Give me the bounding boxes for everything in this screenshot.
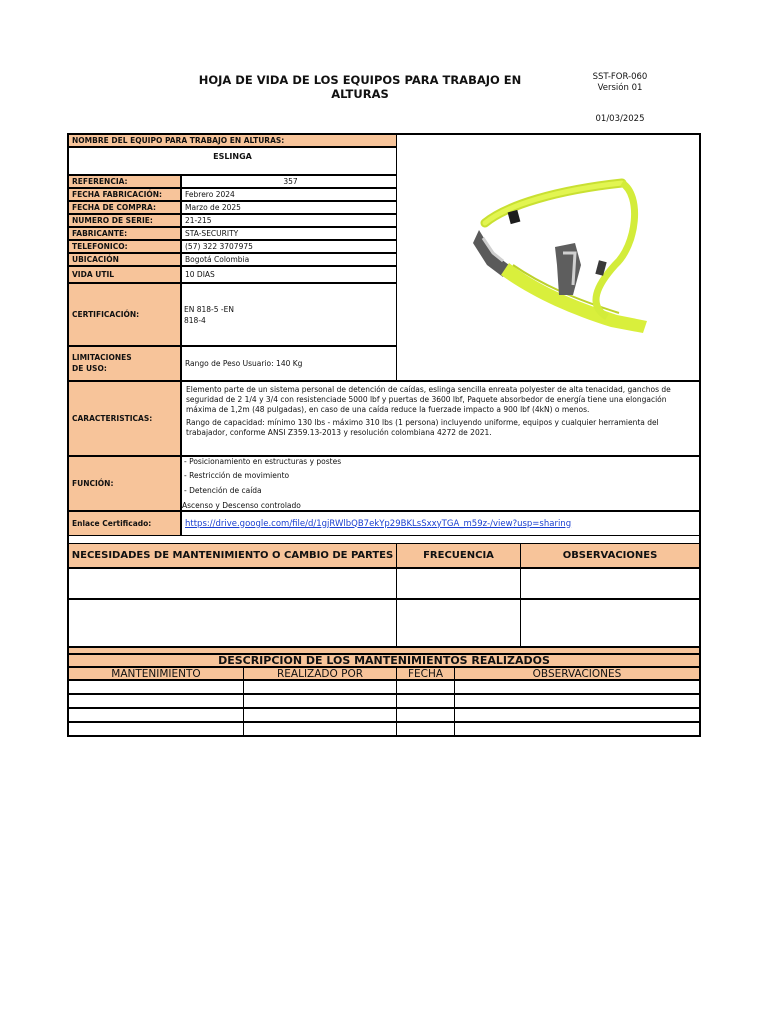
- log-col-fecha: FECHA: [396, 667, 455, 680]
- field-value-numero-serie: 21-215: [181, 214, 397, 227]
- characteristics-paragraph-1: Elemento parte de un sistema personal de detención de caídas, eslinga sencilla enreata polyester de alta tenacidad, ganchos de seguridad de 2 1/4 y 3/4 con resistenciade 5000 lbf y puertas de 3600 lbf, Paquete absorbedor de energía tiene una elongación máxima de 1,2m (48 pulgadas), en caso de una caída reduce la fuerzade impacto a 900 lbf (4kN) o menos.: [186, 385, 671, 414]
- needs-row-2-col2: [396, 599, 521, 647]
- document-code-block: [570, 72, 670, 94]
- field-value-ubicacion: Bogotá Colombia: [181, 253, 397, 266]
- log-cell: [68, 694, 244, 708]
- limitations-label: [68, 346, 181, 381]
- document-code: SST-FOR-060: [592, 72, 648, 82]
- field-value-vida-util: 10 DIAS: [181, 266, 397, 283]
- log-col-realizado-por: REALIZADO POR: [243, 667, 397, 680]
- certification-value-line2: 818-4: [184, 316, 206, 325]
- log-col-observaciones: OBSERVACIONES: [454, 667, 700, 680]
- field-label-numero-serie: NUMERO DE SERIE:: [68, 214, 181, 227]
- needs-row-1-col3: [520, 568, 700, 599]
- field-label-fecha-compra: FECHA DE COMPRA:: [68, 201, 181, 214]
- field-value-fabricante: STA-SECURITY: [181, 227, 397, 240]
- limitations-label-line2: DE USO:: [72, 364, 107, 373]
- document-date: 01/03/2025: [595, 114, 645, 124]
- field-label-referencia: REFERENCIA:: [68, 175, 181, 188]
- log-cell: [243, 708, 397, 722]
- document-version: Versión 01: [597, 83, 643, 93]
- log-cell: [243, 680, 397, 694]
- function-item: - Posicionamiento en estructuras y postes: [184, 457, 342, 466]
- certification-value: [181, 283, 397, 346]
- equipment-name-label: NOMBRE DEL EQUIPO PARA TRABAJO EN ALTURAS:: [68, 134, 397, 147]
- certificate-link[interactable]: https://drive.google.com/file/d/1gjRWlbQB7ekYp29BKLsSxxyTGA_m59z-/view?usp=sharing: [185, 518, 572, 529]
- log-cell: [396, 680, 455, 694]
- equipment-name-value: ESLINGA: [68, 147, 397, 175]
- link-cell: [181, 511, 700, 536]
- log-cell: [454, 694, 700, 708]
- log-cell: [68, 708, 244, 722]
- characteristics-label: CARACTERISTICAS:: [68, 381, 181, 456]
- needs-row-2-col1: [68, 599, 397, 647]
- log-cell: [454, 708, 700, 722]
- certification-label: CERTIFICACIÓN:: [68, 283, 181, 346]
- maintenance-log-title: DESCRIPCION DE LOS MANTENIMIENTOS REALIZADOS: [68, 654, 700, 667]
- needs-row-2-col3: [520, 599, 700, 647]
- log-cell: [243, 722, 397, 736]
- log-cell: [454, 722, 700, 736]
- field-value-telefonico: (57) 322 3707975: [181, 240, 397, 253]
- lanyard-image: [397, 135, 699, 380]
- link-label: Enlace Certificado:: [68, 511, 181, 536]
- log-cell: [243, 694, 397, 708]
- needs-header-col3: OBSERVACIONES: [520, 543, 700, 568]
- field-label-fecha-fabricacion: FECHA FABRICACIÓN:: [68, 188, 181, 201]
- field-value-fecha-compra: Marzo de 2025: [181, 201, 397, 214]
- log-cell: [396, 708, 455, 722]
- field-label-telefonico: TELEFONICO:: [68, 240, 181, 253]
- function-item: - Restricción de movimiento: [184, 471, 290, 480]
- limitations-label-line1: LIMITACIONES: [72, 353, 132, 362]
- function-item: - Detención de caída: [184, 486, 262, 495]
- log-cell: [454, 680, 700, 694]
- log-cell: [396, 722, 455, 736]
- equipment-photo-cell: [396, 134, 700, 381]
- needs-row-1-col2: [396, 568, 521, 599]
- function-item: Ascenso y Descenso controlado: [182, 501, 301, 510]
- characteristics-paragraph-2: Rango de capacidad: mínimo 130 lbs - máximo 310 lbs (1 persona) incluyendo uniforme, equipos y cualquier herramienta del trabajador, conforme ANSI Z359.13-2013 y resolución colombiana 4272 de 2021.: [186, 418, 659, 437]
- needs-header-col1: NECESIDADES DE MANTENIMIENTO O CAMBIO DE PARTES: [68, 543, 397, 568]
- field-value-fecha-fabricacion: Febrero 2024: [181, 188, 397, 201]
- log-cell: [68, 680, 244, 694]
- field-label-ubicacion: UBICACIÓN: [68, 253, 181, 266]
- function-list: [181, 456, 700, 511]
- log-col-mantenimiento: MANTENIMIENTO: [68, 667, 244, 680]
- field-value-referencia: 357: [181, 175, 397, 188]
- limitations-value: Rango de Peso Usuario: 140 Kg: [181, 346, 397, 381]
- function-label: FUNCIÓN:: [68, 456, 181, 511]
- document-title: HOJA DE VIDA DE LOS EQUIPOS PARA TRABAJO EN ALTURAS: [198, 73, 522, 101]
- needs-header-col2: FRECUENCIA: [396, 543, 521, 568]
- field-label-fabricante: FABRICANTE:: [68, 227, 181, 240]
- needs-row-1-col1: [68, 568, 397, 599]
- field-label-vida-util: VIDA UTIL: [68, 266, 181, 283]
- certification-value-line1: EN 818-5 -EN: [184, 305, 234, 314]
- characteristics-text: [181, 381, 700, 456]
- log-cell: [68, 722, 244, 736]
- log-cell: [396, 694, 455, 708]
- needs-spacer: [68, 647, 700, 654]
